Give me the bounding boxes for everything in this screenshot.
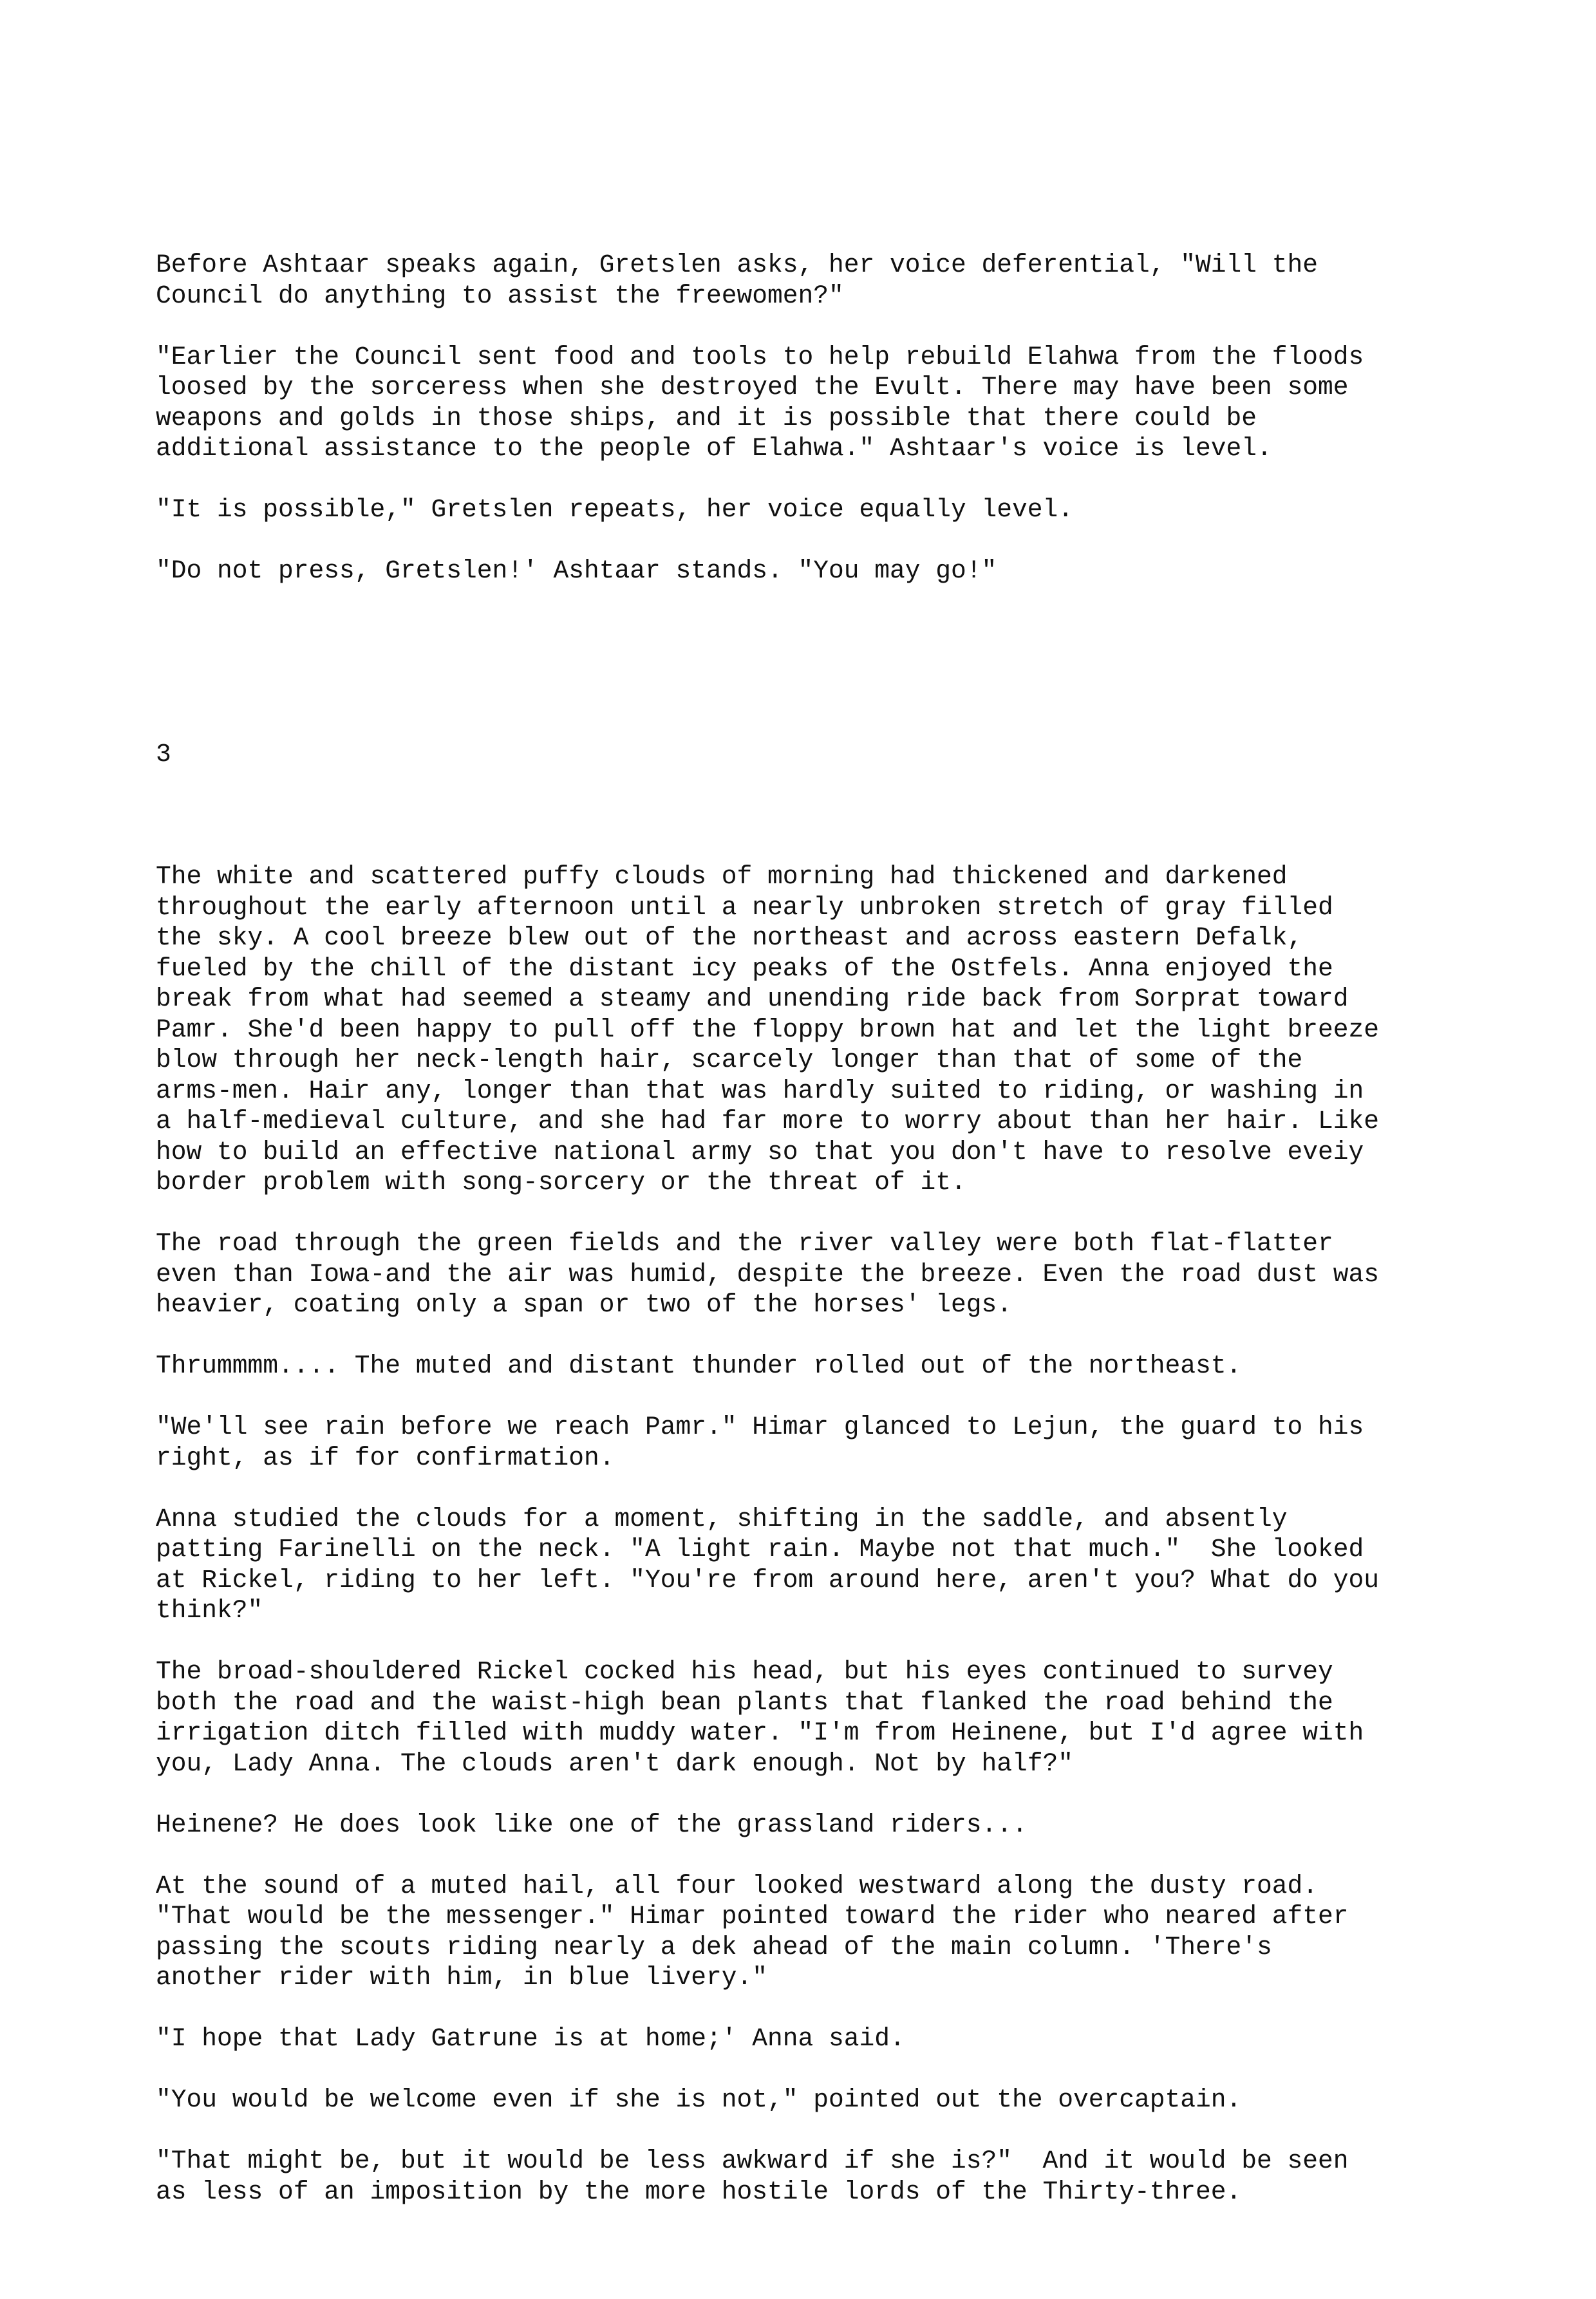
text-line: think?" [156,1596,263,1625]
text-line: loosed by the sorceress when she destroyed the Evult. There may have been some [156,373,1349,402]
text-line: Heinene? He does look like one of the grassland riders... [156,1810,1028,1839]
text-line: irrigation ditch filled with muddy water. "I'm from Heinene, but I'd agree with [156,1718,1364,1747]
paragraph [156,2146,1456,2207]
text-line: "Earlier the Council sent food and tools to help rebuild Elahwa from the floods [156,342,1364,371]
text-line: heavier, coating only a span or two of the horses' legs. [156,1290,1013,1319]
paragraph [156,1871,1456,1993]
text-line: arms-men. Hair any, longer than that was hardly suited to riding, or washing in [156,1076,1364,1105]
paragraph [156,2085,1456,2116]
text-line: a half-medieval culture, and she had far more to worry about than her hair. Like [156,1107,1380,1136]
text-line: weapons and golds in those ships, and it is possible that there could be [156,403,1257,433]
text-line: at Rickel, riding to her left. "You're from around here, aren't you? What do you [156,1565,1380,1595]
text-line: how to build an effective national army so that you don't have to resolve eveiy [156,1137,1364,1167]
paragraph [156,861,1456,1198]
text-line: fueled by the chill of the distant icy peaks of the Ostfels. Anna enjoyed the [156,953,1333,983]
text-line: blow through her neck-length hair, scarcely longer than that of some of the [156,1046,1303,1074]
paragraph [156,1656,1456,1779]
document-body [156,189,1456,2299]
text-line: additional assistance to the people of Elahwa." Ashtaar's voice is level. [156,434,1272,463]
paragraph [156,1810,1456,1841]
paragraph [156,342,1456,464]
paragraph [156,1412,1456,1473]
text-line: passing the scouts riding nearly a dek ahead of the main column. 'There's [156,1932,1272,1962]
text-line: "You would be welcome even if she is not," pointed out the overcaptain. [156,2085,1242,2114]
paragraph [156,1504,1456,1626]
paragraph [156,1228,1456,1320]
text-line: another rider with him, in blue livery." [156,1963,768,1992]
text-line: Anna studied the clouds for a moment, shifting in the saddle, and absently [156,1504,1288,1534]
paragraphs-before-break [156,250,1456,586]
text-line: break from what had seemed a steamy and unending ride back from Sorprat toward [156,984,1349,1013]
paragraphs-after-break [156,861,1456,2207]
text-line: "That might be, but it would be less awkward if she is?" And it would be seen [156,2146,1349,2175]
text-line: Thrummmm.... The muted and distant thunder rolled out of the northeast. [156,1351,1242,1380]
text-line: throughout the early afternoon until a nearly unbroken stretch of gray filled [156,892,1333,922]
paragraph [156,1351,1456,1382]
text-line: even than Iowa-and the air was humid, despite the breeze. Even the road dust was [156,1259,1380,1289]
text-line: patting Farinelli on the neck. "A light rain. Maybe not that much." She looked [156,1535,1364,1564]
text-line: At the sound of a muted hail, all four looked westward along the dusty road. [156,1871,1319,1900]
text-line: "We'll see rain before we reach Pamr." Himar glanced to Lejun, the guard to his [156,1412,1364,1441]
text-line: "I hope that Lady Gatrune is at home;' Anna said. [156,2024,905,2053]
paragraph [156,250,1456,311]
paragraph [156,556,1456,586]
text-line: The white and scattered puffy clouds of morning had thickened and darkened [156,862,1288,891]
text-line: "It is possible," Gretslen repeats, her voice equally level. [156,495,1074,524]
text-line: Council do anything to assist the freewomen?" [156,281,844,310]
text-line: you, Lady Anna. The clouds aren't dark enough. Not by half?" [156,1749,1074,1778]
section-number: 3 [156,740,171,769]
paragraph [156,2023,1456,2054]
text-line: the sky. A cool breeze blew out of the northeast and across eastern Defalk, [156,923,1303,952]
text-line: "Do not press, Gretslen!' Ashtaar stands. "You may go!" [156,556,997,585]
text-line: as less of an imposition by the more hostile lords of the Thirty-three. [156,2177,1242,2206]
text-line: border problem with song-sorcery or the threat of it. [156,1168,966,1197]
text-line: Before Ashtaar speaks again, Gretslen asks, her voice deferential, "Will the [156,250,1319,279]
text-line: "That would be the messenger." Himar pointed toward the rider who neared after [156,1902,1349,1931]
text-line: right, as if for confirmation. [156,1443,615,1472]
text-line: both the road and the waist-high bean plants that flanked the road behind the [156,1687,1333,1717]
text-line: The broad-shouldered Rickel cocked his head, but his eyes continued to survey [156,1657,1333,1686]
text-line: The road through the green fields and the river valley were both flat-flatter [156,1229,1333,1258]
paragraph [156,494,1456,525]
text-line: Pamr. She'd been happy to pull off the floppy brown hat and let the light breeze [156,1015,1380,1044]
